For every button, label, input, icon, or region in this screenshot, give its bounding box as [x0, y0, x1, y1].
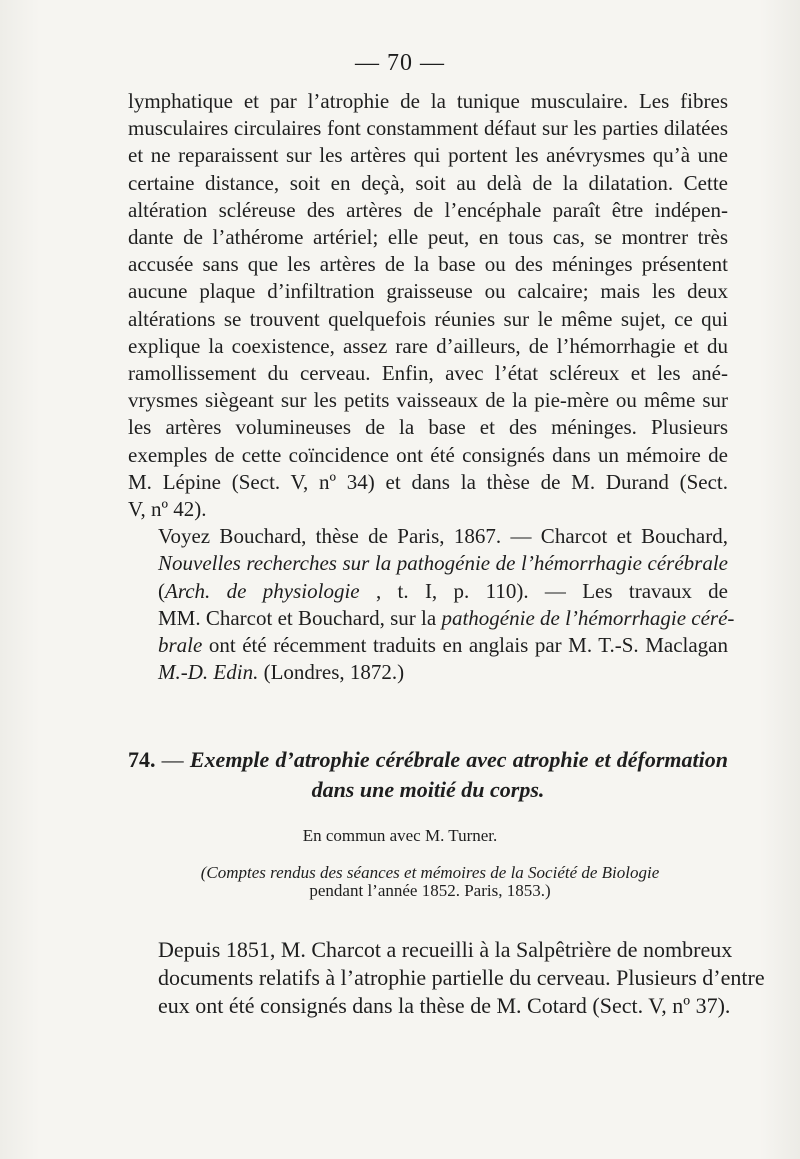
text-line: aucune plaque d’infiltration graisseuse ou calcaire; mais les deux — [128, 279, 728, 304]
text-line — [128, 659, 728, 686]
page-number: — 70 — — [355, 50, 445, 76]
work-title: brale — [158, 633, 203, 658]
text-line: exemples de cette coïncidence ont été consignés dans un mémoire de — [128, 442, 728, 467]
work-title: pathogénie de l’hémorrhagie céré- — [441, 605, 735, 630]
text-line: lymphatique et par l’atrophie de la tunique musculaire. Les fibres — [128, 89, 728, 113]
section-number: 74. — [128, 747, 156, 772]
text-fragment: ( — [158, 578, 165, 603]
text-fragment: , t. I, p. 110). — Les travaux de — [359, 578, 729, 603]
text-line: accusée sans que les artères de la base ou des méninges présentent — [128, 252, 728, 277]
text-line: et ne reparaissent sur les artères qui portent les anévrysmes qu’à une — [128, 143, 728, 168]
text-line: musculaires circulaires font constamment défaut sur les parties dilatées — [128, 116, 728, 141]
text-line: V, nº 42). — [128, 497, 207, 522]
coauthor-note: En commun avec M. Turner. — [302, 826, 498, 845]
source-citation — [150, 864, 710, 900]
text-line: documents relatifs à l’atrophie partielle du cerveau. Plusieurs d’entre — [158, 965, 765, 990]
text-line: ramollissement du cerveau. Enfin, avec l’état scléreux et les ané- — [128, 361, 728, 386]
section-heading-line — [128, 745, 728, 775]
text-line: dante de l’athérome artériel; elle peut, en tous cas, se montrer très — [128, 225, 728, 250]
section-heading — [128, 745, 728, 805]
source-line: (Comptes rendus des séances et mémoires de la Société de Biologie — [200, 863, 660, 882]
text-line: les artères volumineuses de la base et des méninges. Plusieurs — [128, 415, 728, 440]
section-title: Exemple d’atrophie cérébrale avec atrophie et déformation — [189, 747, 729, 772]
text-line — [128, 632, 728, 659]
text-fragment: (Londres, 1872.) — [258, 660, 405, 685]
source-line: pendant l’année 1852. Paris, 1853.) — [309, 881, 551, 900]
text-line: M. Lépine (Sect. V, nº 34) et dans la thèse de M. Durand (Sect. — [128, 469, 728, 494]
text-line: Depuis 1851, M. Charcot a recueilli à la Salpêtrière de nombreux — [158, 937, 733, 962]
closing-paragraph — [128, 936, 765, 1020]
text-line: Voyez Bouchard, thèse de Paris, 1867. — Charcot et Bouchard, — [158, 524, 728, 549]
main-text — [128, 88, 735, 686]
degree: M.-D. Edin. — [158, 660, 259, 685]
text-fragment: MM. Charcot et Bouchard, sur la — [158, 605, 442, 630]
text-line — [128, 605, 735, 632]
text-line: certaine distance, soit en deçà, soit au delà de la dilatation. Cette — [128, 170, 728, 195]
text-line: altérations se trouvent quelquefois réunies sur le même sujet, ce qui — [128, 306, 728, 331]
text-line: eux ont été consignés dans la thèse de M. Cotard (Sect. V, nº 37). — [158, 993, 731, 1018]
text-fragment: ont été récemment traduits en anglais par M. T.-S. Maclagan — [202, 633, 728, 658]
text-line: Nouvelles recherches sur la pathogénie de l’hémorrhagie cérébrale — [158, 551, 728, 576]
journal-title: Arch. de physiologie — [165, 578, 360, 603]
text-line: vrysmes siègeant sur les petits vaisseaux de la pie-mère ou même sur — [128, 388, 728, 413]
text-line: altération scléreuse des artères de l’encéphale paraît être indépen- — [128, 197, 728, 222]
text-line — [128, 578, 728, 605]
section-dash: — — [155, 747, 190, 772]
paragraph-2 — [128, 523, 735, 686]
section-title-continued: dans une moitié du corps. — [311, 777, 545, 802]
paragraph-1 — [128, 88, 728, 523]
paragraph-3 — [128, 936, 765, 1020]
text-line: explique la coexistence, assez rare d’ailleurs, de l’hémorrhagie et du — [128, 333, 728, 358]
